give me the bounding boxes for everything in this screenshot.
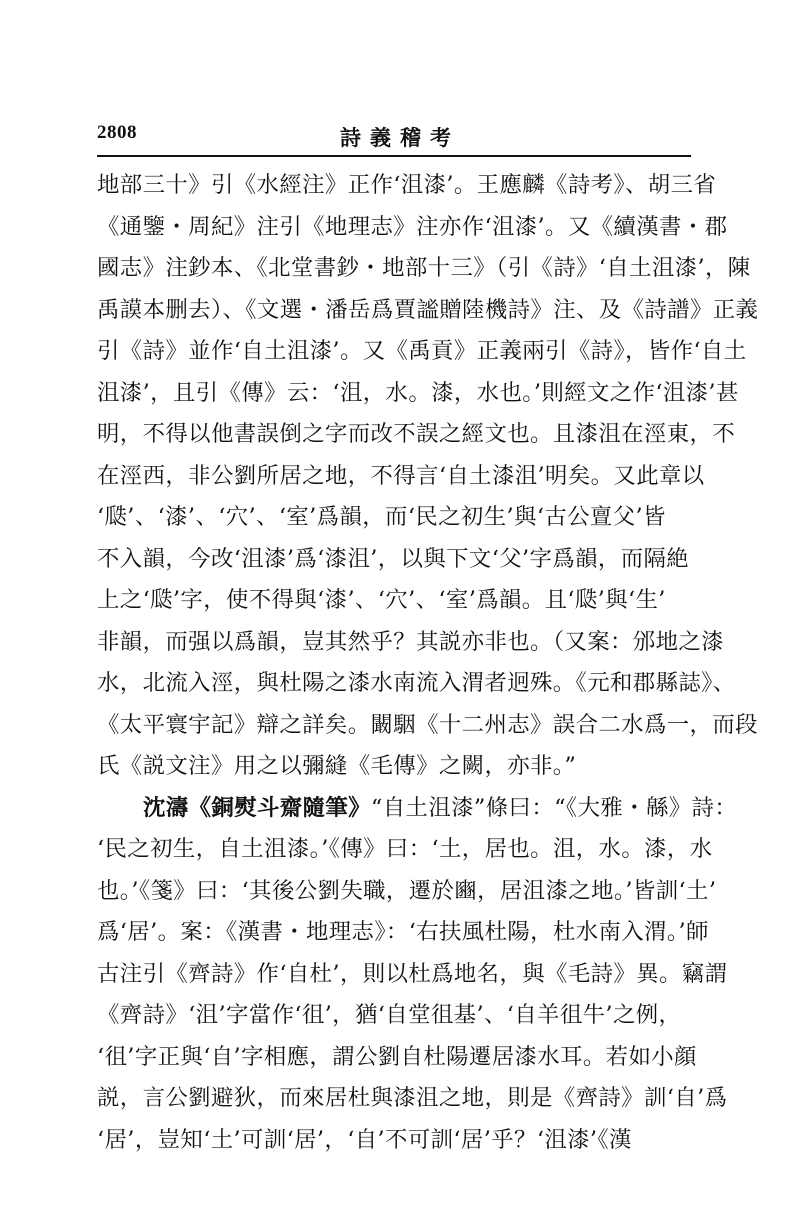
source-title: 沈濤《銅熨斗齋隨筆》 <box>143 794 371 821</box>
text-line: 爲‘居’。案：《漢書・地理志》：‘右扶風杜陽，杜水南入渭。’師 <box>97 919 709 945</box>
first-line-text: “自土沮漆”條曰：“《大雅・緜》詩： <box>370 794 738 821</box>
text-line: 《太平寰宇記》辯之詳矣。闞駰《十二州志》誤合二水爲一，而段 <box>97 711 758 738</box>
text-line: 上之‘瓞’字，使不得與‘漆’、‘穴’、‘室’爲韻。且‘瓞’與‘生’ <box>97 587 666 613</box>
body-text <box>97 165 759 1161</box>
text-line: 説，言公劉避狄，而來居杜與漆沮之地，則是《齊詩》訓‘自’爲 <box>97 1085 728 1111</box>
paragraph-first-line <box>97 788 738 830</box>
text-line: 非韻，而强以爲韻，豈其然乎？其説亦非也。（又案：邠地之漆 <box>97 628 724 655</box>
text-line: 水，北流入涇，與杜陽之漆水南流入渭者迥殊。《元和郡縣誌》、 <box>97 670 736 696</box>
text-line: 引《詩》並作‘自土沮漆’。又《禹貢》正義兩引《詩》，皆作‘自土 <box>97 338 747 364</box>
text-line: 地部三十》引《水經注》正作‘沮漆’。王應麟《詩考》、胡三省 <box>97 172 717 198</box>
text-line: 氏《説文注》用之以彌縫《毛傳》之闕，亦非。” <box>97 753 577 779</box>
running-title: 詩義稽考 <box>340 125 460 150</box>
header-rule <box>97 155 691 157</box>
text-line: ‘居’，豈知‘土’可訓‘居’，‘自’不可訓‘居’乎？‘沮漆’《漢 <box>97 1126 632 1153</box>
text-line: 國志》注鈔本、《北堂書鈔・地部十三》（引《詩》‘自土沮漆’，陳 <box>97 255 751 281</box>
text-line: 明，不得以他書誤倒之字而改不誤之經文也。且漆沮在涇東，不 <box>97 421 736 447</box>
text-line: ‘民之初生，自土沮漆。’《傳》曰：‘土，居也。沮，水。漆，水 <box>97 836 713 862</box>
text-line: 禹謨本删去）、《文選・潘岳爲賈謐贈陸機詩》注、及《詩譜》正義 <box>97 296 759 323</box>
text-line: 不入韻，今改‘沮漆’爲‘漆沮’，以與下文‘父’字爲韻，而隔絶 <box>97 545 690 572</box>
text-line: 古注引《齊詩》作‘自杜’，則以杜爲地名，與《毛詩》異。竊謂 <box>97 960 728 987</box>
text-line: ‘瓞’、‘漆’、‘穴’、‘室’爲韻，而‘民之初生’與‘古公亶父’皆 <box>97 504 666 530</box>
text-line: 在涇西，非公劉所居之地，不得言‘自土漆沮’明矣。又此章以 <box>97 462 705 489</box>
text-line: 《齊詩》‘沮’字當作‘徂’，猶‘自堂徂基’、‘自羊徂牛’之例， <box>97 1002 682 1028</box>
page-number: 2808 <box>97 122 137 143</box>
text-line: ‘徂’字正與‘自’字相應，謂公劉自杜陽遷居漆水耳。若如小顔 <box>97 1043 697 1070</box>
text-line: 沮漆’，且引《傳》云：‘沮，水。漆，水也。’則經文之作‘沮漆’甚 <box>97 379 739 406</box>
text-line: 也。’《箋》曰：‘其後公劉失職，遷於豳，居沮漆之地。’皆訓‘土’ <box>97 877 717 904</box>
text-line: 《通鑒・周紀》注引《地理志》注亦作‘沮漆’。又《續漢書・郡 <box>97 213 728 240</box>
